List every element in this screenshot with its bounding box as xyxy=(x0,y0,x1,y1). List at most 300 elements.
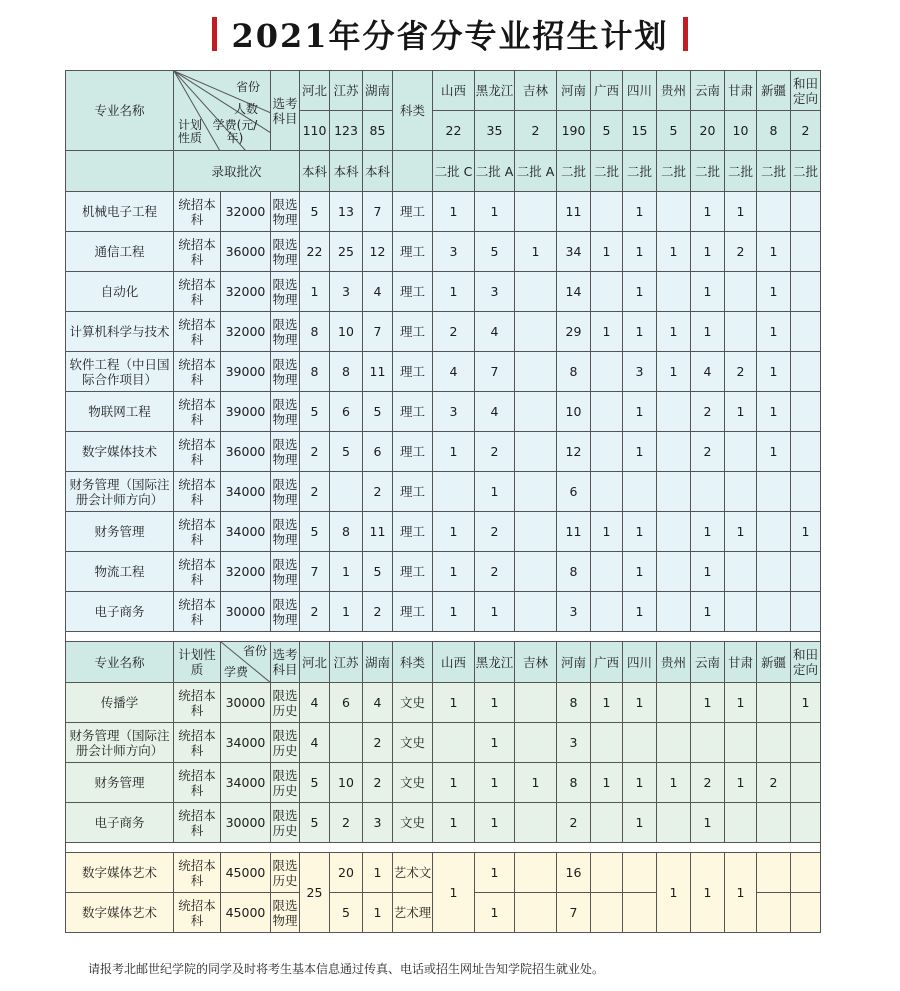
tuition-fee: 32000 xyxy=(221,272,271,312)
quota-cell: 5 xyxy=(300,803,330,843)
header-province: 贵州 xyxy=(657,642,691,683)
quota-cell: 1 xyxy=(433,192,475,232)
quota-cell: 1 xyxy=(433,803,475,843)
quota-cell xyxy=(657,683,691,723)
header-batch-value: 二批 xyxy=(591,151,623,192)
plan-nature: 统招本科 xyxy=(174,803,221,843)
quota-cell: 5 xyxy=(300,392,330,432)
tuition-fee: 32000 xyxy=(221,552,271,592)
header-province: 山西 xyxy=(433,642,475,683)
category-cell: 理工 xyxy=(393,592,433,632)
quota-cell xyxy=(691,472,725,512)
header-major-name: 专业名称 xyxy=(66,71,174,151)
quota-cell: 5 xyxy=(330,893,363,933)
table-row xyxy=(66,803,821,843)
quota-cell: 10 xyxy=(330,312,363,352)
quota-cell: 2 xyxy=(363,472,393,512)
quota-cell xyxy=(515,853,557,893)
subject-requirement: 限选物理 xyxy=(271,432,300,472)
major-name: 物流工程 xyxy=(66,552,174,592)
header-province: 黑龙江 xyxy=(475,71,515,111)
quota-cell: 2 xyxy=(691,763,725,803)
quota-cell xyxy=(623,893,657,933)
header-category: 科类 xyxy=(393,642,433,683)
quota-cell xyxy=(515,352,557,392)
quota-cell xyxy=(591,432,623,472)
quota-cell: 13 xyxy=(330,192,363,232)
quota-cell: 1 xyxy=(623,392,657,432)
quota-cell xyxy=(515,803,557,843)
major-name: 财务管理 xyxy=(66,512,174,552)
quota-cell: 2 xyxy=(475,552,515,592)
quota-cell: 7 xyxy=(475,352,515,392)
quota-cell: 1 xyxy=(475,472,515,512)
subject-requirement: 限选历史 xyxy=(271,853,300,893)
quota-cell xyxy=(591,392,623,432)
quota-cell: 1 xyxy=(330,552,363,592)
quota-cell xyxy=(757,472,791,512)
quota-cell xyxy=(791,352,821,392)
header-fee-diagonal xyxy=(221,642,271,683)
quota-cell: 20 xyxy=(330,853,363,893)
plan-nature: 统招本科 xyxy=(174,192,221,232)
quota-cell: 1 xyxy=(623,512,657,552)
quota-cell xyxy=(433,723,475,763)
quota-cell xyxy=(623,853,657,893)
table-row xyxy=(66,472,821,512)
header-batch-value: 二批 xyxy=(757,151,791,192)
title-text: 2021年分省分专业招生计划 xyxy=(231,17,669,55)
quota-cell xyxy=(515,683,557,723)
quota-cell xyxy=(515,312,557,352)
quota-cell: 1 xyxy=(475,192,515,232)
quota-cell: 1 xyxy=(657,352,691,392)
quota-cell: 2 xyxy=(363,763,393,803)
quota-cell xyxy=(433,472,475,512)
quota-cell: 1 xyxy=(657,232,691,272)
quota-cell: 11 xyxy=(363,512,393,552)
tuition-fee: 32000 xyxy=(221,312,271,352)
quota-cell xyxy=(515,723,557,763)
footer-note: 请报考北邮世纪学院的同学及时将考生基本信息通过传真、电话或招生网址告知学院招生就业处。 xyxy=(88,962,605,976)
quota-cell: 3 xyxy=(623,352,657,392)
quota-cell xyxy=(725,552,757,592)
major-name: 自动化 xyxy=(66,272,174,312)
header-total: 5 xyxy=(591,111,623,151)
quota-cell: 1 xyxy=(691,312,725,352)
quota-cell: 2 xyxy=(475,432,515,472)
quota-cell: 8 xyxy=(330,352,363,392)
quota-cell: 6 xyxy=(363,432,393,472)
quota-cell xyxy=(515,512,557,552)
quota-cell xyxy=(591,192,623,232)
quota-cell xyxy=(791,723,821,763)
tuition-fee: 30000 xyxy=(221,683,271,723)
subject-requirement: 限选物理 xyxy=(271,352,300,392)
header-province: 江苏 xyxy=(330,642,363,683)
quota-cell: 1 xyxy=(725,192,757,232)
plan-nature: 统招本科 xyxy=(174,352,221,392)
header-province: 湖南 xyxy=(363,71,393,111)
quota-cell: 1 xyxy=(433,432,475,472)
quota-cell: 1 xyxy=(433,763,475,803)
plan-nature: 统招本科 xyxy=(174,683,221,723)
category-cell: 理工 xyxy=(393,272,433,312)
quota-cell: 12 xyxy=(557,432,591,472)
tuition-fee: 34000 xyxy=(221,763,271,803)
subject-requirement: 限选物理 xyxy=(271,472,300,512)
tuition-fee: 34000 xyxy=(221,723,271,763)
header-province: 江苏 xyxy=(330,71,363,111)
header-province: 四川 xyxy=(623,642,657,683)
table-row xyxy=(66,432,821,472)
tuition-fee: 39000 xyxy=(221,392,271,432)
header-total: 85 xyxy=(363,111,393,151)
plan-nature: 统招本科 xyxy=(174,893,221,933)
header-province: 四川 xyxy=(623,71,657,111)
quota-cell: 4 xyxy=(300,683,330,723)
page-title xyxy=(0,8,900,60)
table-row xyxy=(66,352,821,392)
table-row xyxy=(66,71,821,111)
quota-cell xyxy=(330,723,363,763)
quota-cell: 1 xyxy=(657,763,691,803)
quota-cell: 1 xyxy=(691,552,725,592)
quota-cell xyxy=(515,552,557,592)
quota-cell: 1 xyxy=(623,592,657,632)
quota-cell: 8 xyxy=(557,683,591,723)
tuition-fee: 36000 xyxy=(221,432,271,472)
header-batch-value: 二批 A xyxy=(515,151,557,192)
quota-cell xyxy=(791,392,821,432)
quota-cell: 1 xyxy=(475,683,515,723)
quota-cell xyxy=(791,893,821,933)
plan-nature: 统招本科 xyxy=(174,763,221,803)
quota-cell xyxy=(657,592,691,632)
header-province: 甘肃 xyxy=(725,642,757,683)
header-total: 110 xyxy=(300,111,330,151)
quota-cell xyxy=(791,312,821,352)
plan-nature: 统招本科 xyxy=(174,853,221,893)
major-name: 财务管理 xyxy=(66,763,174,803)
header-province: 新疆 xyxy=(757,642,791,683)
plan-nature: 统招本科 xyxy=(174,312,221,352)
diag-province: 省份 xyxy=(236,80,261,94)
header-batch-value: 二批 xyxy=(791,151,821,192)
tuition-fee: 34000 xyxy=(221,512,271,552)
plan-nature: 统招本科 xyxy=(174,472,221,512)
tuition-fee: 34000 xyxy=(221,472,271,512)
enrollment-plan-table xyxy=(65,70,821,933)
header-total: 123 xyxy=(330,111,363,151)
tuition-fee: 39000 xyxy=(221,352,271,392)
quota-cell: 1 xyxy=(691,232,725,272)
header-batch-value: 本科 xyxy=(330,151,363,192)
quota-cell xyxy=(657,392,691,432)
header-total: 15 xyxy=(623,111,657,151)
quota-cell: 2 xyxy=(475,512,515,552)
major-name: 财务管理（国际注册会计师方向） xyxy=(66,472,174,512)
quota-cell xyxy=(657,472,691,512)
quota-cell xyxy=(657,192,691,232)
quota-cell xyxy=(791,763,821,803)
quota-cell xyxy=(725,432,757,472)
quota-cell: 1 xyxy=(691,272,725,312)
quota-cell-merged: 1 xyxy=(691,853,725,933)
quota-cell: 1 xyxy=(591,763,623,803)
header-batch-value: 二批 xyxy=(691,151,725,192)
quota-cell: 1 xyxy=(757,232,791,272)
quota-cell: 4 xyxy=(475,312,515,352)
quota-cell xyxy=(725,592,757,632)
category-cell: 文史 xyxy=(393,763,433,803)
quota-cell: 2 xyxy=(300,432,330,472)
quota-cell: 1 xyxy=(657,312,691,352)
category-cell: 文史 xyxy=(393,723,433,763)
header-province: 河北 xyxy=(300,71,330,111)
table-row xyxy=(66,232,821,272)
quota-cell xyxy=(791,232,821,272)
quota-cell: 3 xyxy=(330,272,363,312)
category-cell: 理工 xyxy=(393,432,433,472)
quota-cell: 8 xyxy=(557,763,591,803)
quota-cell xyxy=(515,472,557,512)
quota-cell: 10 xyxy=(330,763,363,803)
quota-cell xyxy=(591,803,623,843)
table-row xyxy=(66,763,821,803)
quota-cell xyxy=(725,312,757,352)
quota-cell: 2 xyxy=(330,803,363,843)
header-empty xyxy=(66,151,174,192)
header-major-name: 专业名称 xyxy=(66,642,174,683)
header-province: 河南 xyxy=(557,642,591,683)
plan-nature: 统招本科 xyxy=(174,512,221,552)
quota-cell: 1 xyxy=(623,552,657,592)
subject-requirement: 限选物理 xyxy=(271,312,300,352)
major-name: 物联网工程 xyxy=(66,392,174,432)
header-total: 35 xyxy=(475,111,515,151)
quota-cell: 3 xyxy=(433,392,475,432)
quota-cell xyxy=(791,432,821,472)
quota-cell xyxy=(591,352,623,392)
quota-cell: 2 xyxy=(300,472,330,512)
quota-cell: 1 xyxy=(757,432,791,472)
quota-cell: 1 xyxy=(363,893,393,933)
quota-cell: 1 xyxy=(363,853,393,893)
quota-cell xyxy=(791,803,821,843)
tuition-fee: 45000 xyxy=(221,853,271,893)
major-name: 电子商务 xyxy=(66,592,174,632)
quota-cell: 3 xyxy=(475,272,515,312)
quota-cell xyxy=(657,552,691,592)
quota-cell: 1 xyxy=(691,803,725,843)
table-row xyxy=(66,312,821,352)
quota-cell: 1 xyxy=(691,512,725,552)
quota-cell: 5 xyxy=(330,432,363,472)
quota-cell: 2 xyxy=(691,432,725,472)
quota-cell xyxy=(591,472,623,512)
quota-cell: 7 xyxy=(557,893,591,933)
quota-cell: 8 xyxy=(557,552,591,592)
quota-cell xyxy=(691,723,725,763)
quota-cell xyxy=(330,472,363,512)
subject-requirement: 限选物理 xyxy=(271,392,300,432)
table-row xyxy=(66,592,821,632)
quota-cell: 1 xyxy=(475,803,515,843)
quota-cell: 1 xyxy=(623,312,657,352)
quota-cell xyxy=(791,853,821,893)
table-row xyxy=(66,843,821,853)
quota-cell: 1 xyxy=(691,683,725,723)
major-name: 计算机科学与技术 xyxy=(66,312,174,352)
quota-cell xyxy=(791,272,821,312)
plan-nature: 统招本科 xyxy=(174,392,221,432)
tuition-fee: 45000 xyxy=(221,893,271,933)
quota-cell: 1 xyxy=(757,352,791,392)
header-province: 湖南 xyxy=(363,642,393,683)
quota-cell xyxy=(791,192,821,232)
quota-cell: 3 xyxy=(557,723,591,763)
plan-nature: 统招本科 xyxy=(174,592,221,632)
quota-cell: 5 xyxy=(300,763,330,803)
quota-cell: 5 xyxy=(363,392,393,432)
quota-cell xyxy=(757,893,791,933)
quota-cell xyxy=(591,552,623,592)
major-name: 通信工程 xyxy=(66,232,174,272)
quota-cell-merged: 1 xyxy=(433,853,475,933)
quota-cell xyxy=(591,592,623,632)
quota-cell: 4 xyxy=(363,272,393,312)
quota-cell: 5 xyxy=(300,512,330,552)
header-province: 和田定向 xyxy=(791,642,821,683)
quota-cell xyxy=(791,472,821,512)
header-total: 2 xyxy=(515,111,557,151)
quota-cell xyxy=(757,592,791,632)
section-gap xyxy=(66,632,821,642)
diag-count: 人数 xyxy=(234,102,259,116)
plan-nature: 统招本科 xyxy=(174,232,221,272)
quota-cell: 11 xyxy=(363,352,393,392)
quota-cell xyxy=(757,803,791,843)
quota-cell xyxy=(623,723,657,763)
title-right-bar xyxy=(683,17,688,51)
table-row xyxy=(66,192,821,232)
header-batch-value: 本科 xyxy=(363,151,393,192)
table-row xyxy=(66,272,821,312)
category-cell: 理工 xyxy=(393,352,433,392)
quota-cell: 2 xyxy=(757,763,791,803)
major-name: 电子商务 xyxy=(66,803,174,843)
quota-cell xyxy=(591,853,623,893)
quota-cell: 8 xyxy=(330,512,363,552)
quota-cell xyxy=(515,432,557,472)
quota-cell: 25 xyxy=(330,232,363,272)
quota-cell xyxy=(725,723,757,763)
plan-nature: 统招本科 xyxy=(174,723,221,763)
diag-fee: 学费(元/年) xyxy=(212,118,258,145)
category-cell: 文史 xyxy=(393,683,433,723)
major-name: 数字媒体艺术 xyxy=(66,893,174,933)
quota-cell: 1 xyxy=(433,272,475,312)
quota-cell: 1 xyxy=(433,512,475,552)
quota-cell: 1 xyxy=(330,592,363,632)
header-province: 河南 xyxy=(557,71,591,111)
quota-cell-merged: 1 xyxy=(725,853,757,933)
quota-cell: 8 xyxy=(300,312,330,352)
quota-cell: 1 xyxy=(757,312,791,352)
subject-requirement: 限选物理 xyxy=(271,552,300,592)
header-total: 8 xyxy=(757,111,791,151)
header-batch-value: 二批 C xyxy=(433,151,475,192)
quota-cell: 6 xyxy=(330,683,363,723)
quota-cell: 1 xyxy=(623,683,657,723)
header-province: 贵州 xyxy=(657,71,691,111)
quota-cell: 1 xyxy=(623,763,657,803)
quota-cell: 2 xyxy=(363,723,393,763)
header-total: 22 xyxy=(433,111,475,151)
quota-cell xyxy=(791,552,821,592)
quota-cell: 1 xyxy=(691,192,725,232)
quota-cell: 1 xyxy=(515,232,557,272)
quota-cell: 1 xyxy=(725,512,757,552)
diag-fee: 学费 xyxy=(224,665,249,679)
category-cell: 理工 xyxy=(393,232,433,272)
category-cell: 理工 xyxy=(393,192,433,232)
quota-cell: 1 xyxy=(591,312,623,352)
quota-cell: 11 xyxy=(557,512,591,552)
quota-cell: 1 xyxy=(433,552,475,592)
quota-cell: 7 xyxy=(300,552,330,592)
quota-cell xyxy=(657,512,691,552)
header-empty xyxy=(393,151,433,192)
quota-cell: 1 xyxy=(623,232,657,272)
header-total: 2 xyxy=(791,111,821,151)
quota-cell xyxy=(515,893,557,933)
header-province: 吉林 xyxy=(515,71,557,111)
subject-requirement: 限选历史 xyxy=(271,763,300,803)
quota-cell: 12 xyxy=(363,232,393,272)
category-cell: 理工 xyxy=(393,392,433,432)
quota-cell: 1 xyxy=(300,272,330,312)
quota-cell xyxy=(791,592,821,632)
quota-cell: 2 xyxy=(363,592,393,632)
quota-cell xyxy=(757,552,791,592)
quota-cell: 6 xyxy=(330,392,363,432)
header-batch-value: 二批 xyxy=(623,151,657,192)
quota-cell xyxy=(515,192,557,232)
quota-cell: 1 xyxy=(475,763,515,803)
quota-cell xyxy=(757,853,791,893)
quota-cell xyxy=(623,472,657,512)
table-row xyxy=(66,392,821,432)
header-plan-nature: 计划性质 xyxy=(174,642,221,683)
category-cell: 理工 xyxy=(393,472,433,512)
category-cell: 艺术文 xyxy=(393,853,433,893)
quota-cell: 4 xyxy=(300,723,330,763)
quota-cell: 1 xyxy=(791,683,821,723)
table-row xyxy=(66,632,821,642)
quota-cell-merged: 25 xyxy=(300,853,330,933)
subject-requirement: 限选历史 xyxy=(271,723,300,763)
quota-cell xyxy=(757,723,791,763)
quota-cell: 1 xyxy=(433,592,475,632)
quota-cell: 1 xyxy=(475,723,515,763)
quota-cell: 1 xyxy=(757,392,791,432)
quota-cell: 8 xyxy=(557,352,591,392)
subject-requirement: 限选物理 xyxy=(271,192,300,232)
quota-cell: 2 xyxy=(691,392,725,432)
quota-cell xyxy=(757,192,791,232)
